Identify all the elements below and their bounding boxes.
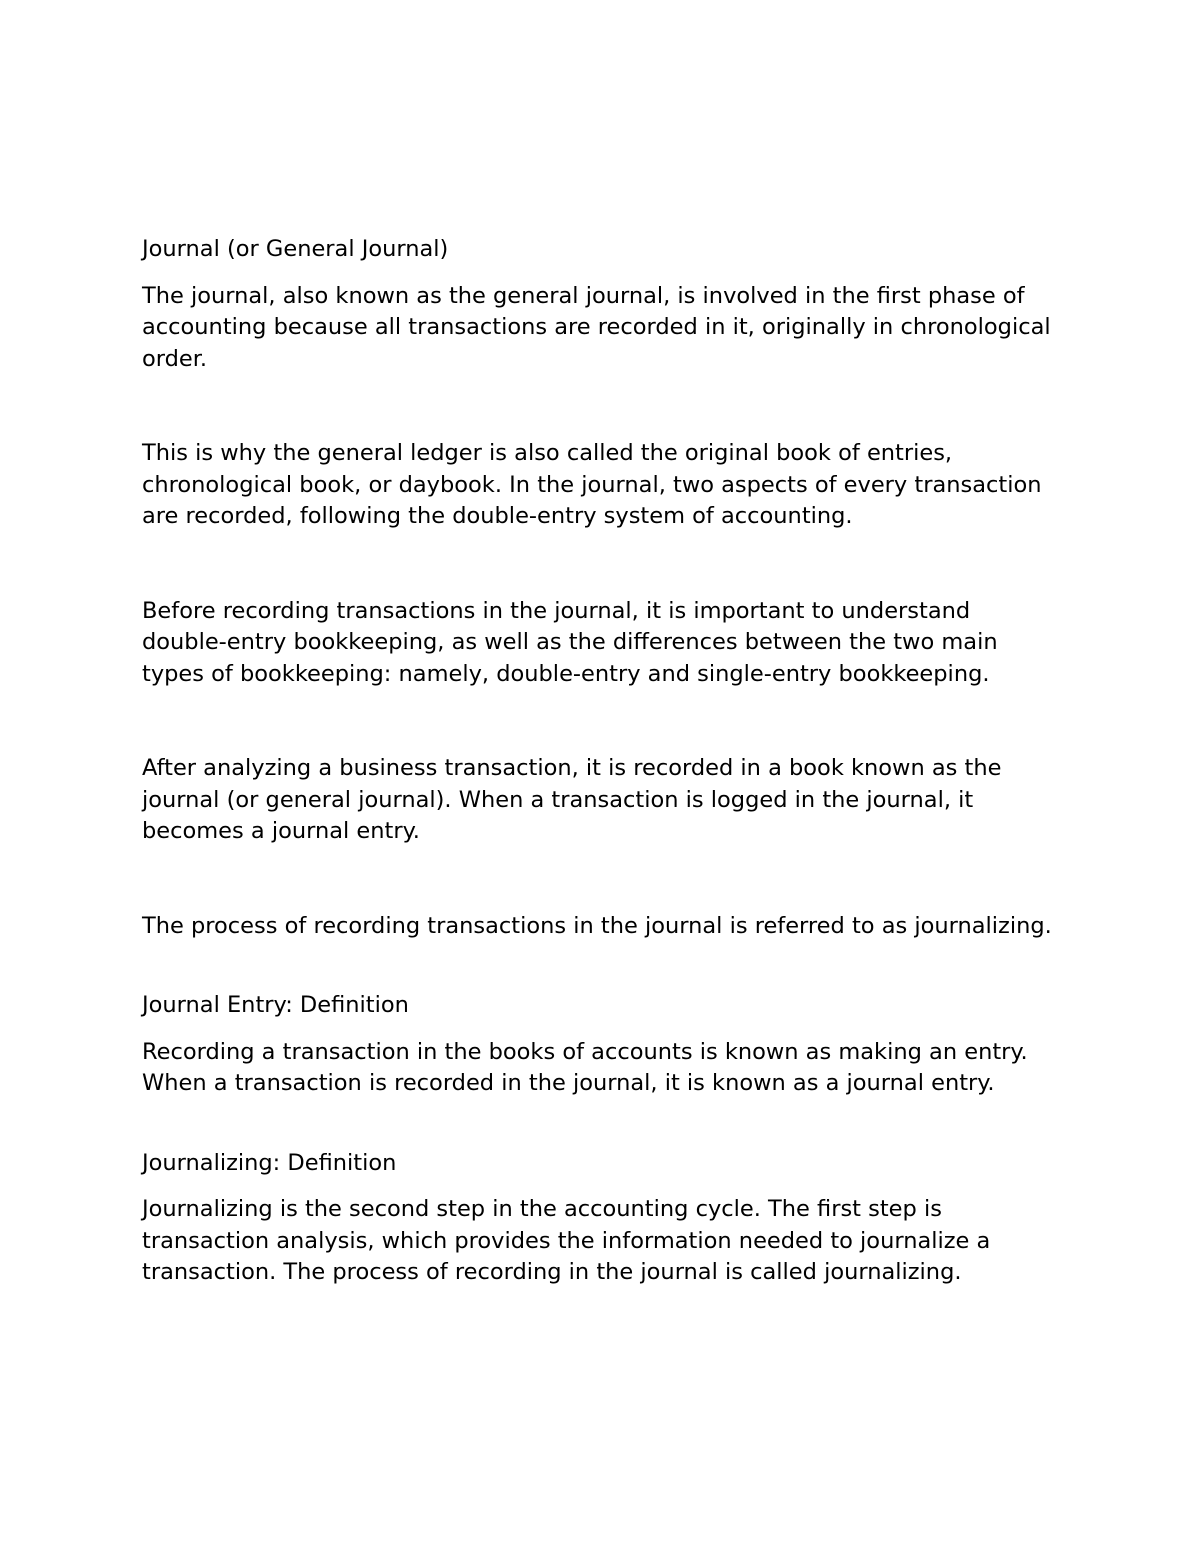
heading-journalizing-definition: Journalizing: Definition xyxy=(142,1149,397,1176)
heading-journal: Journal (or General Journal) xyxy=(142,236,449,262)
paragraph-journalizing-definition: Journalizing is the second step in the accounting cycle. The first step is transaction analysis, which provides the information needed to journalize a transaction. The process of recording in the journal is called journalizing. xyxy=(142,1196,991,1285)
paragraph-journalizing-process: The process of recording transactions in the journal is referred to as journalizing. xyxy=(142,912,1052,939)
heading-journal-entry-definition: Journal Entry: Definition xyxy=(142,992,409,1018)
paragraph-general-ledger: This is why the general ledger is also called the original book of entries, chronological book, or daybook. In the journal, two aspects of every transaction are recorded, following the double-entry system of accounting. xyxy=(142,440,1042,529)
paragraph-journal-entry-definition: Recording a transaction in the books of accounts is known as making an entry. When a transaction is recorded in the journal, it is known as a journal entry. xyxy=(142,1038,1028,1096)
paragraph-double-entry: Before recording transactions in the journal, it is important to understand double-entry bookkeeping, as well as the differences between the two main types of bookkeeping: namely, double-entry and single-entry bookkeeping. xyxy=(142,597,998,687)
paragraph-journal-entry-logging: After analyzing a business transaction, it is recorded in a book known as the journal (or general journal). When a transaction is logged in the journal, it becomes a journal entry. xyxy=(142,755,1002,844)
document-body xyxy=(142,234,1057,1289)
paragraph-journal-intro: The journal, also known as the general journal, is involved in the first phase of accounting because all transactions are recorded in it, originally in chronological order. xyxy=(142,282,1051,372)
